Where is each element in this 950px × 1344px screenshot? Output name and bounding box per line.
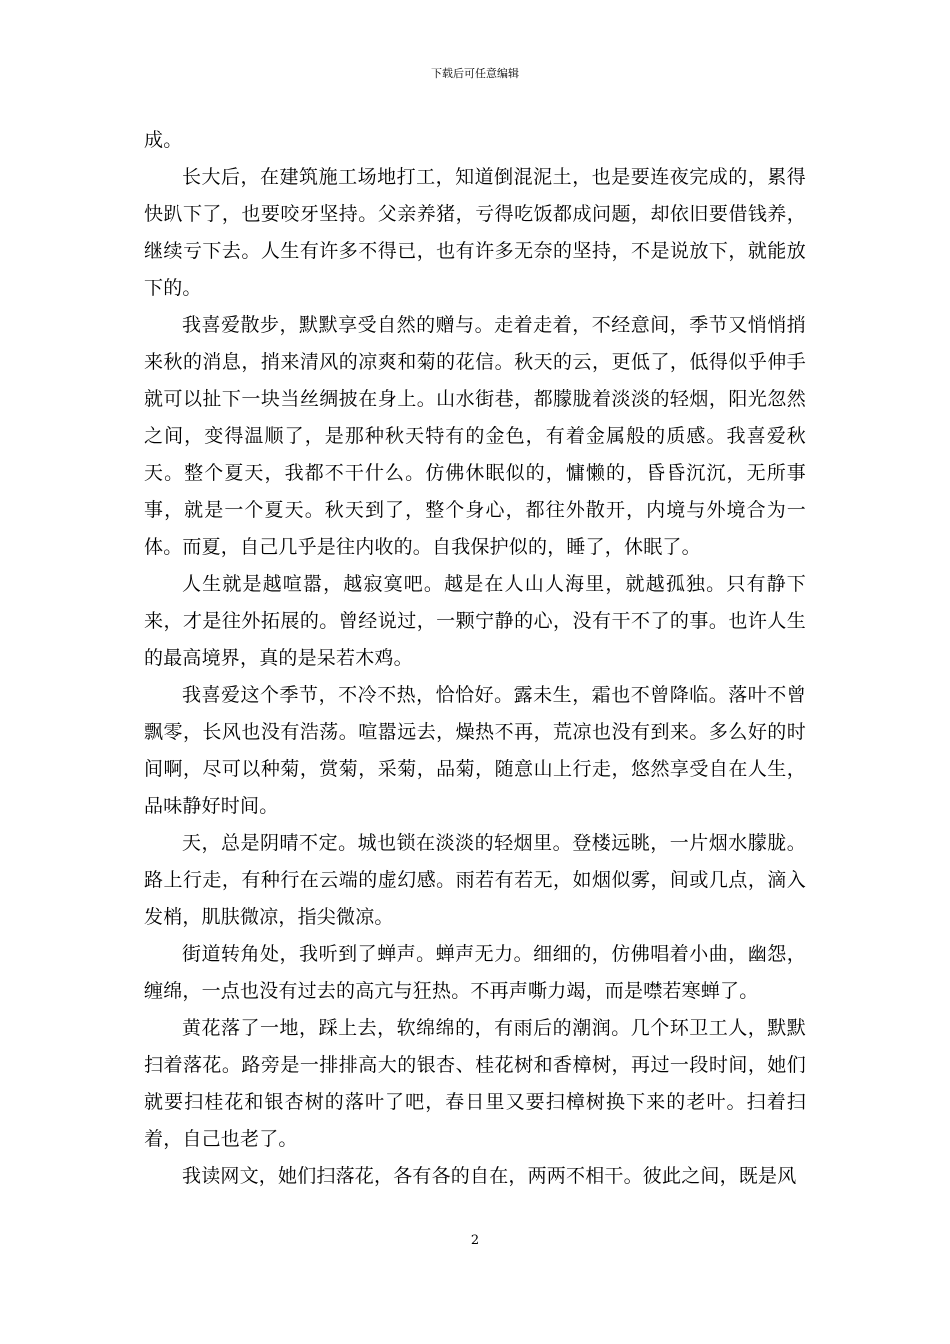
paragraph: 人生就是越喧嚣，越寂寞吧。越是在人山人海里，就越孤独。只有静下来，才是往外拓展的。曾经说过，一颗宁静的心，没有干不了的事。也许人生的最高境界，真的是呆若木鸡。 — [144, 573, 806, 669]
paragraph: 黄花落了一地，踩上去，软绵绵的，有雨后的潮润。几个环卫工人，默默扫着落花。路旁是一排排高大的银杏、桂花树和香樟树，再过一段时间，她们就要扫桂花和银杏树的落叶了吧，春日里又要扫樟树换下来的老叶。扫着扫着，自己也老了。 — [144, 1017, 806, 1150]
paragraph: 天，总是阴晴不定。城也锁在淡淡的轻烟里。登楼远眺，一片烟水朦胧。路上行走，有种行在云端的虚幻感。雨若有若无，如烟似雾，间或几点，滴入发梢，肌肤微凉，指尖微凉。 — [144, 832, 806, 928]
paragraph: 街道转角处，我听到了蝉声。蝉声无力。细细的，仿佛唱着小曲，幽怨，缠绵，一点也没有过去的高亢与狂热。不再声嘶力竭，而是噤若寒蝉了。 — [144, 943, 806, 1002]
paragraph: 我读网文，她们扫落花，各有各的自在，两两不相干。彼此之间，既是风 — [182, 1165, 797, 1187]
paragraph: 成。 — [144, 129, 183, 151]
paragraph: 长大后，在建筑施工场地打工，知道倒混泥土，也是要连夜完成的，累得快趴下了，也要咬牙坚持。父亲养猪，亏得吃饭都成问题，却依旧要借钱养，继续亏下去。人生有许多不得已，也有许多无奈的坚持，不是说放下，就能放下的。 — [144, 166, 806, 299]
page-number: 2 — [470, 1233, 480, 1248]
paragraph: 我喜爱这个季节，不冷不热，恰恰好。露未生，霜也不曾降临。落叶不曾飘零，长风也没有浩荡。喧嚣远去，燥热不再，荒凉也没有到来。多么好的时间啊，尽可以种菊，赏菊，采菊，品菊，随意山上行走，悠然享受自在人生，品味静好时间。 — [144, 684, 806, 817]
body-text — [144, 122, 806, 1195]
page-header: 下载后可任意编辑 — [431, 67, 519, 80]
paragraph: 我喜爱散步，默默享受自然的赠与。走着走着，不经意间，季节又悄悄捎来秋的消息，捎来清风的凉爽和菊的花信。秋天的云，更低了，低得似乎伸手就可以扯下一块当丝绸披在身上。山水街巷，都朦胧着淡淡的轻烟，阳光忽然之间，变得温顺了，是那种秋天特有的金色，有着金属般的质感。我喜爱秋天。整个夏天，我都不干什么。仿佛休眠似的，慵懒的，昏昏沉沉，无所事事，就是一个夏天。秋天到了，整个身心，都往外散开，内境与外境合为一体。而夏，自己几乎是往内收的。自我保护似的，睡了，休眠了。 — [144, 314, 806, 558]
